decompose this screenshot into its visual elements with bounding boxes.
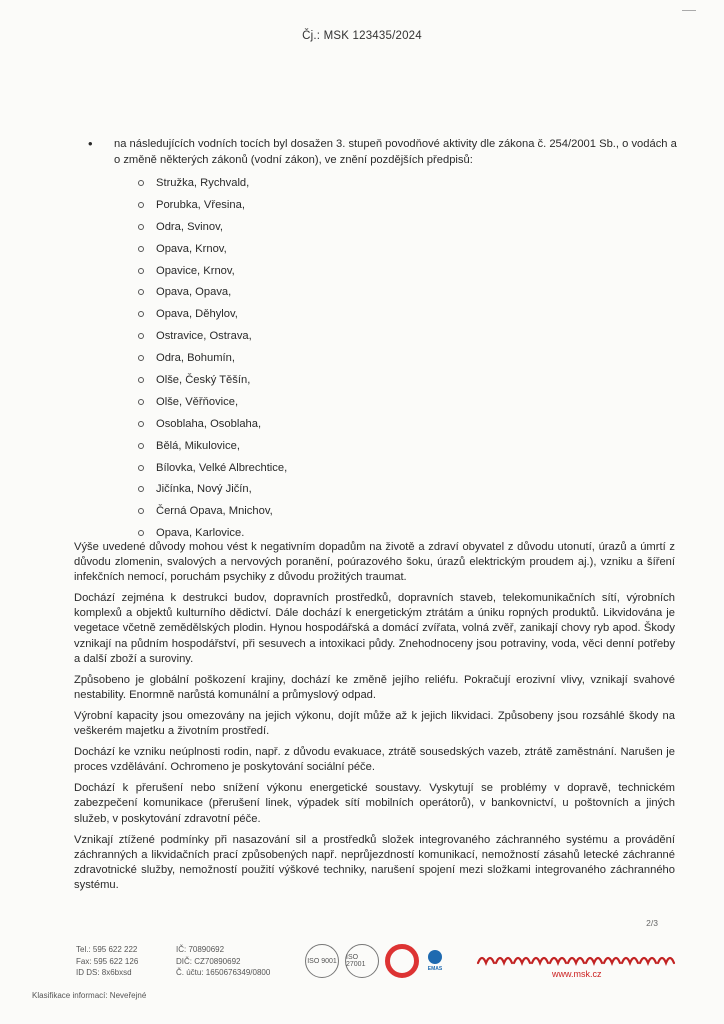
river-list <box>138 172 438 544</box>
footer-account: Č. účtu: 1650676349/0800 <box>176 968 271 977</box>
list-item: Jičínka, Nový Jičín, <box>138 478 438 500</box>
circle-bullet-icon <box>138 399 144 405</box>
list-item: Olše, Český Těšín, <box>138 369 438 391</box>
circle-bullet-icon <box>138 465 144 471</box>
circle-bullet-icon <box>138 311 144 317</box>
paragraph: Vznikají ztížené podmínky při nasazování sil a prostředků složek integrovaného záchranného systému a provádění záchranných a likvidačních prací způsobených např. neprůjezdností komunikací, nemožností zásahů letecké záchranné zdravotnické služby, nemožností použití výškové techniky, narušení spojení mezi složkami integrovaného záchranného systému. <box>74 833 675 891</box>
list-item: Odra, Svinov, <box>138 216 438 238</box>
intro-bullet <box>88 136 678 168</box>
list-item: Černá Opava, Mnichov, <box>138 500 438 522</box>
bullet-text: na následujících vodních tocích byl dosažen 3. stupeň povodňové aktivity dle zákona č. 254/2001 Sb., o vodách a o změně některých zákonů (vodní zákon), ve znění pozdějších předpisů: <box>114 138 677 166</box>
paragraph: Výše uvedené důvody mohou vést k negativním dopadům na životě a zdraví obyvatel z důvodu utonutí, úrazů a úmrtí z důvodu zlomenin, svalových a nervových poranění, poúrazového šoku, úrazů elektrickým proudem aj.), vzniku a šíření infekčních nemocí, poruchám psychiky z důvodu prožitých traumat. <box>74 541 675 584</box>
circle-bullet-icon <box>138 289 144 295</box>
footer-fax: Fax: 595 622 126 <box>76 956 139 966</box>
list-item: Olše, Věřňovice, <box>138 391 438 413</box>
list-item: Opavice, Krnov, <box>138 260 438 282</box>
bullet-icon: • <box>88 136 93 151</box>
classification-label: Klasifikace informací: Neveřejné <box>32 991 147 1000</box>
footer-ic: IČ: 70890692 <box>176 945 225 954</box>
circle-bullet-icon <box>138 355 144 361</box>
list-item: Opava, Děhylov, <box>138 303 438 325</box>
paragraph: Dochází ke vzniku neúplnosti rodin, např. z důvodu evakuace, ztrátě sousedských vazeb, ztrátě zaměstnání. Narušen je proces vzdělávání. Ochromeno je poskytování sociální péče. <box>74 746 675 774</box>
list-item: Ostravice, Ostrava, <box>138 325 438 347</box>
emas-logo-icon: EMAS <box>425 944 445 978</box>
list-item: Stružka, Rychvald, <box>138 172 438 194</box>
footer-dic: DIČ: CZ70890692 <box>176 956 241 966</box>
circle-bullet-icon <box>138 180 144 186</box>
circle-bullet-icon <box>138 530 144 536</box>
paragraph: Dochází k přerušení nebo snížení výkonu energetické soustavy. Vyskytují se problémy v dopravě, technickém zabezpečení komunikace (přerušení linek, výpadek sítí mobilních operátorů), v bankovnictví, u poštovních a jiných služeb, v poskytování zdravotní péče. <box>74 782 675 825</box>
list-item: Opava, Karlovice. <box>138 522 438 544</box>
iso-27001-cert-icon: ISO 27001 <box>345 944 379 978</box>
msk-logo-icon <box>476 949 688 969</box>
footer-contacts <box>76 944 270 979</box>
circle-bullet-icon <box>138 333 144 339</box>
list-item: Opava, Krnov, <box>138 238 438 260</box>
paragraph: Způsobeno je globální poškození krajiny, dochází ke změně jejího reliéfu. Pokračují erozivní vlivy, vznikají svahové nestability. Enormně narůstá komunální a průmyslový odpad. <box>74 673 675 701</box>
circle-bullet-icon <box>138 202 144 208</box>
list-item: Porubka, Vřesina, <box>138 194 438 216</box>
body-text <box>74 540 675 899</box>
list-item: Bílovka, Velké Albrechtice, <box>138 457 438 479</box>
list-item: Opava, Opava, <box>138 281 438 303</box>
paragraph: Výrobní kapacity jsou omezovány na jejich výkonu, dojít může až k jejich likvidaci. Způsobeny jsou rozsáhlé škody na veškerém majetku a životním prostředí. <box>74 709 675 738</box>
iso-9001-cert-icon: ISO 9001 <box>305 944 339 978</box>
circle-bullet-icon <box>138 486 144 492</box>
list-item: Bělá, Mikulovice, <box>138 435 438 457</box>
circle-bullet-icon <box>138 377 144 383</box>
footer-tel: Tel.: 595 622 222 <box>76 945 138 954</box>
circle-bullet-icon <box>138 508 144 514</box>
website-url[interactable]: www.msk.cz <box>552 969 602 979</box>
scan-mark <box>682 10 696 11</box>
award-seal-icon <box>385 944 419 978</box>
circle-bullet-icon <box>138 443 144 449</box>
list-item: Odra, Bohumín, <box>138 347 438 369</box>
certification-logos <box>305 944 445 978</box>
circle-bullet-icon <box>138 421 144 427</box>
page-number: 2/3 <box>646 918 658 928</box>
circle-bullet-icon <box>138 268 144 274</box>
circle-bullet-icon <box>138 246 144 252</box>
footer-id-ds: ID DS: 8x6bxsd <box>76 968 132 977</box>
reference-number: Čj.: MSK 123435/2024 <box>302 30 422 42</box>
paragraph: Dochází zejména k destrukci budov, dopravních prostředků, dopravních staveb, telekomunikačních sítí, výrobních komplexů a objektů kulturního dědictví. Dále dochází k energetickým ztrátám a úniku ropných produktů. Likvidována je vegetace včetně zemědělských plodin. Hynou hospodářská a domácí zvířata, volná zvěř, zanikají chovy ryb apod. Škody vznikají na půdním hospodářství, při sesuvech a intoxikaci půdy. Znehodnoceny jsou potraviny, voda, věci denní potřeby a další zboží a suroviny. <box>74 592 675 665</box>
circle-bullet-icon <box>138 224 144 230</box>
list-item: Osoblaha, Osoblaha, <box>138 413 438 435</box>
